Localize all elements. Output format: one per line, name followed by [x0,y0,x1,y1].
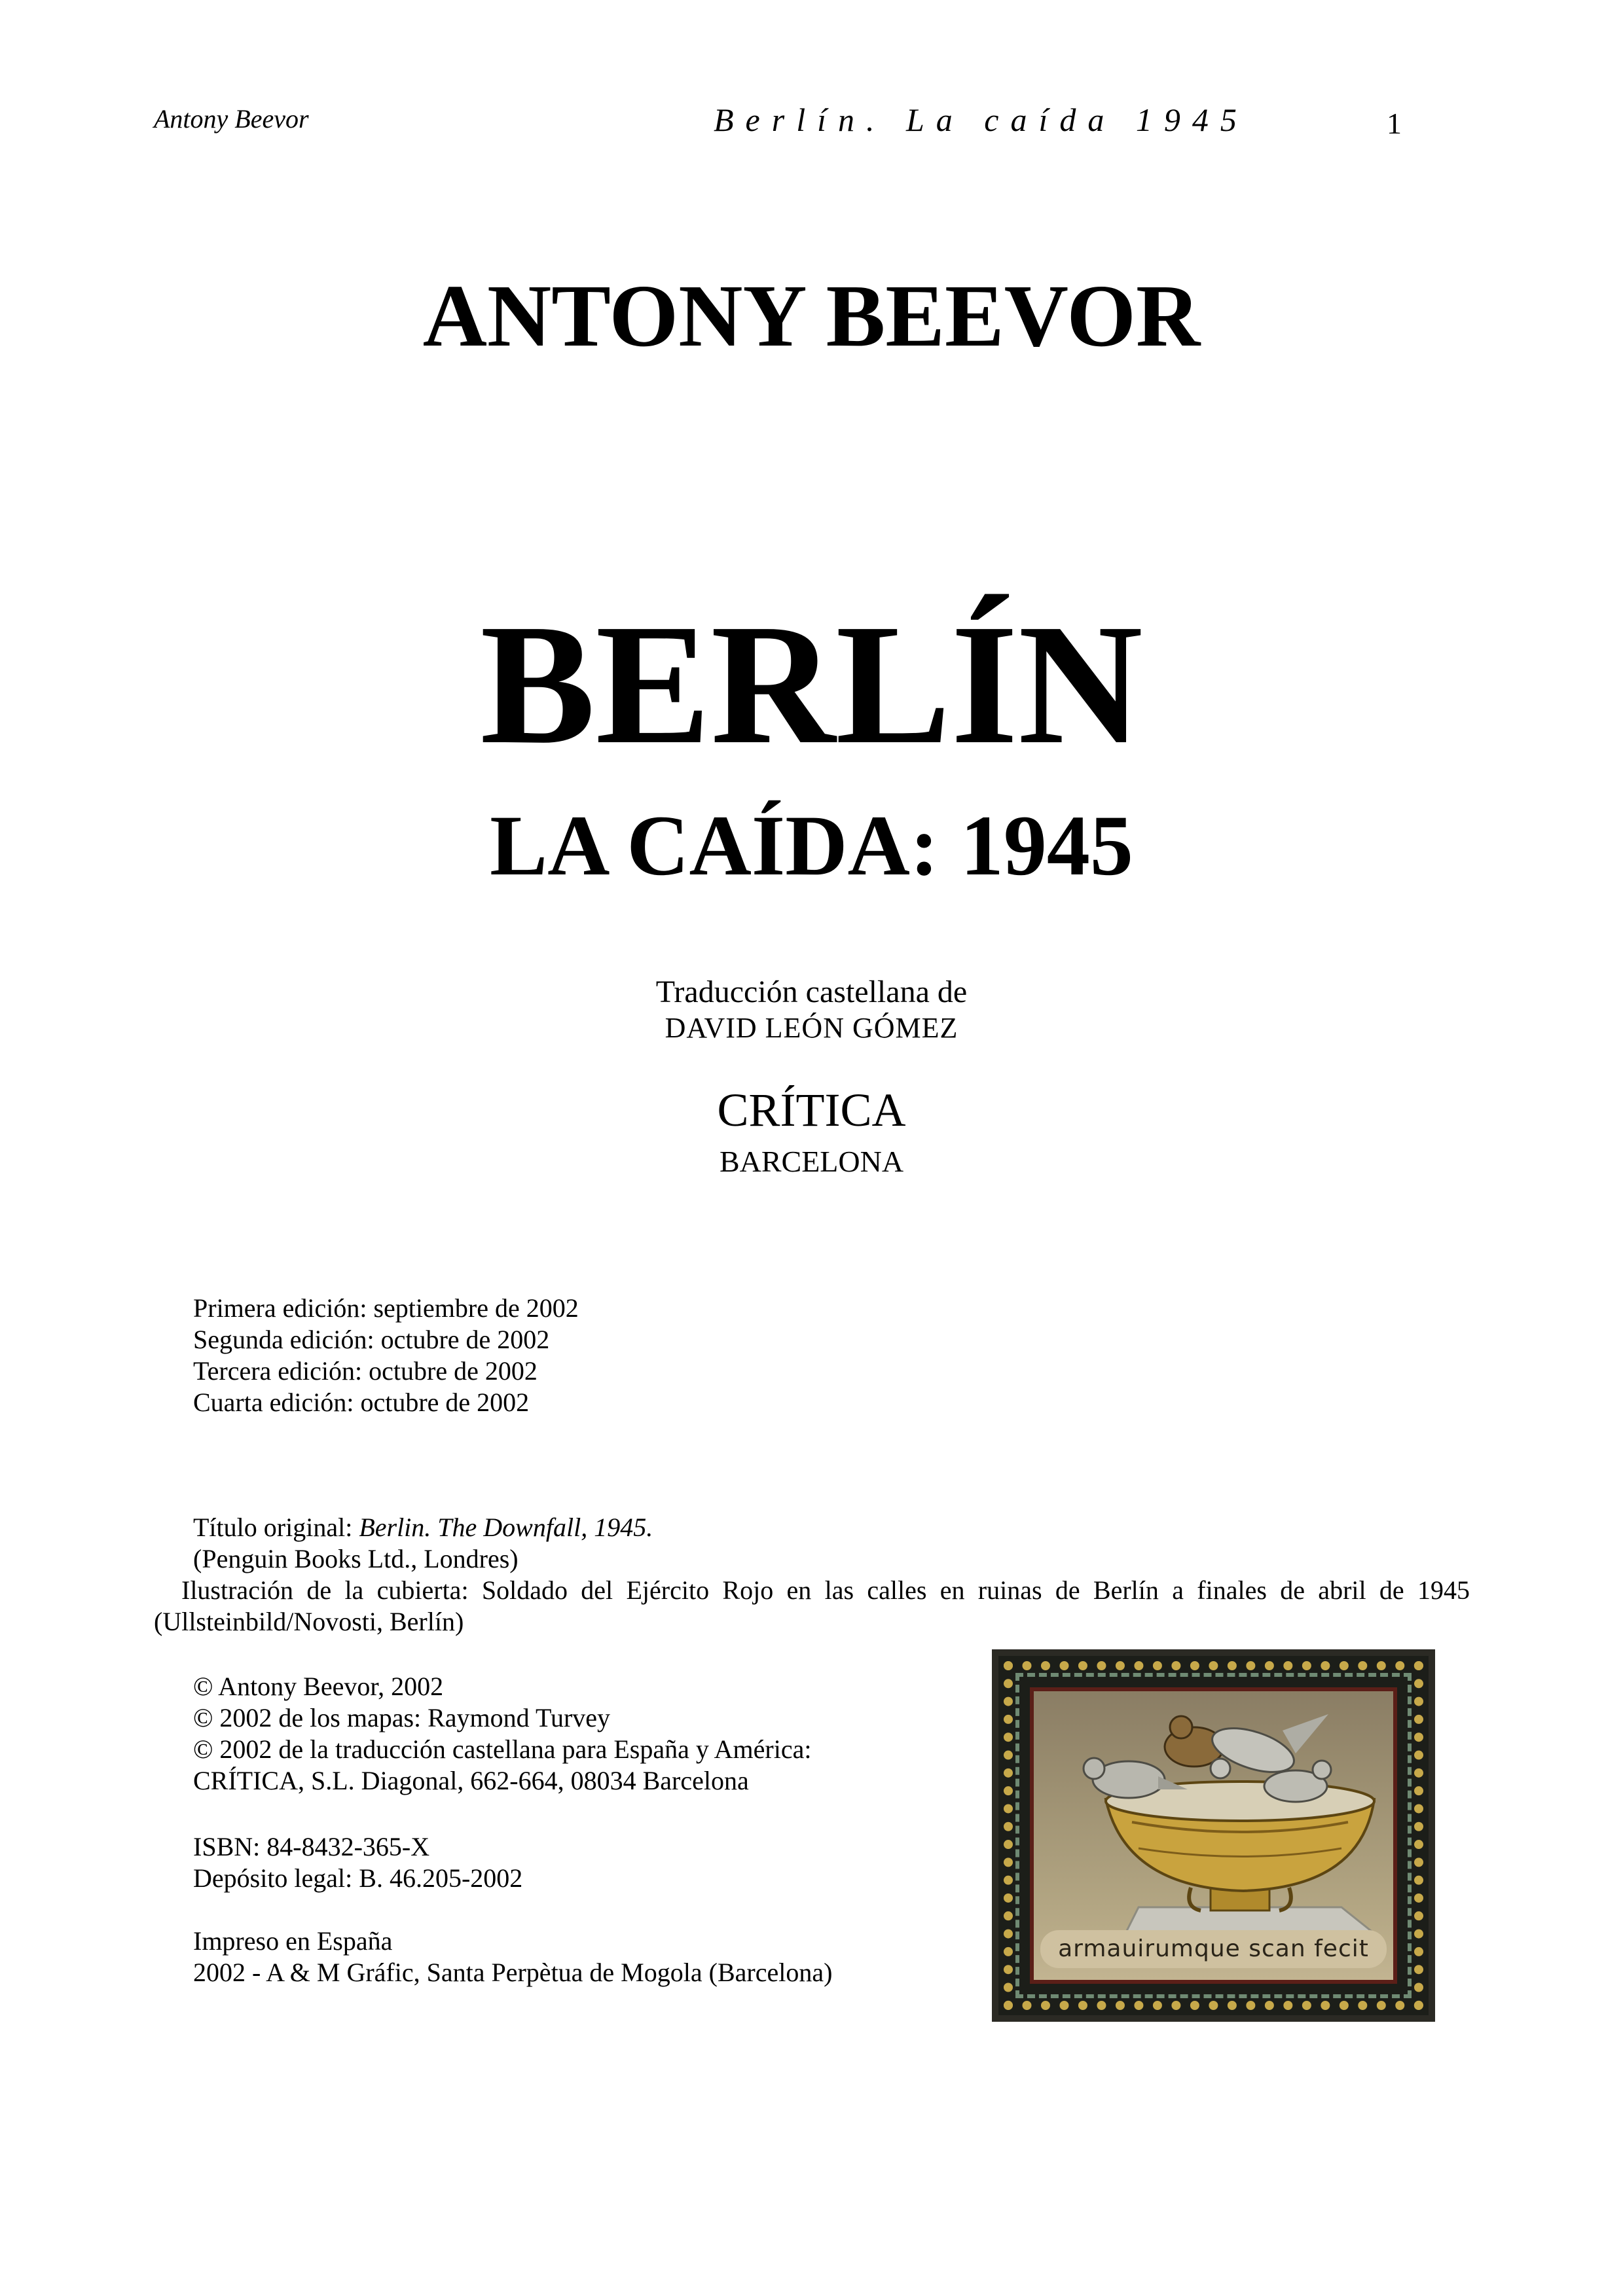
cover-illustration-credit [154,1575,1470,1638]
translator-name: DAVID LEÓN GÓMEZ [665,1012,958,1044]
printed-in: Impreso en España [193,1926,393,1956]
edition-line: Primera edición: septiembre de 2002 [193,1293,579,1323]
copyright-line: © Antony Beevor, 2002 [193,1672,444,1701]
cover-author: ANTONY BEEVOR [422,267,1201,365]
copyright-line: © 2002 de la traducción castellana para España y América: [193,1734,812,1764]
copyright-line: CRÍTICA, S.L. Diagonal, 662-664, 08034 Barcelona [193,1766,749,1795]
publisher-name: CRÍTICA [717,1084,906,1136]
edition-line: Segunda edición: octubre de 2002 [193,1325,550,1354]
printing-block [193,1926,832,1988]
editions-list [193,1293,579,1418]
printer: 2002 - A & M Gráfic, Santa Perpètua de Mogola (Barcelona) [193,1958,833,1987]
cover-title: BERLÍN [480,589,1143,780]
page-number: 1 [1387,107,1402,140]
mosaic-caption: armauirumque scan fecit [1040,1930,1387,1968]
legal-deposit: Depósito legal: B. 46.205-2002 [193,1863,523,1893]
original-title-line [193,1512,653,1543]
header-author: Antony Beevor [154,104,309,134]
original-title-label: Título original: [193,1513,359,1542]
copyright-line: © 2002 de los mapas: Raymond Turvey [193,1703,611,1732]
legal-block [193,1831,522,1894]
mosaic-image [992,1649,1435,2022]
illustration-source: (Ullsteinbild/Novosti, Berlín) [154,1607,464,1636]
isbn: ISBN: 84-8432-365-X [193,1832,430,1861]
original-title-block [193,1512,653,1575]
illustration-line: Ilustración de la cubierta: Soldado del Ejército Rojo en las calles en ruinas de Berlín a finales de abril de 1945 [181,1575,1470,1605]
original-title: Berlin. The Downfall, 1945. [359,1513,653,1542]
edition-line: Tercera edición: octubre de 2002 [193,1356,538,1386]
translation-label: Traducción castellana de [655,975,968,1009]
original-publisher: (Penguin Books Ltd., Londres) [193,1544,519,1573]
cover-subtitle: LA CAÍDA: 1945 [490,797,1133,893]
header-title: Berlín. La caída 1945 [714,101,1249,138]
copyright-block [193,1671,811,1797]
publisher-city: BARCELONA [719,1145,904,1178]
edition-line: Cuarta edición: octubre de 2002 [193,1388,530,1417]
mosaic-scene [1030,1687,1397,1984]
